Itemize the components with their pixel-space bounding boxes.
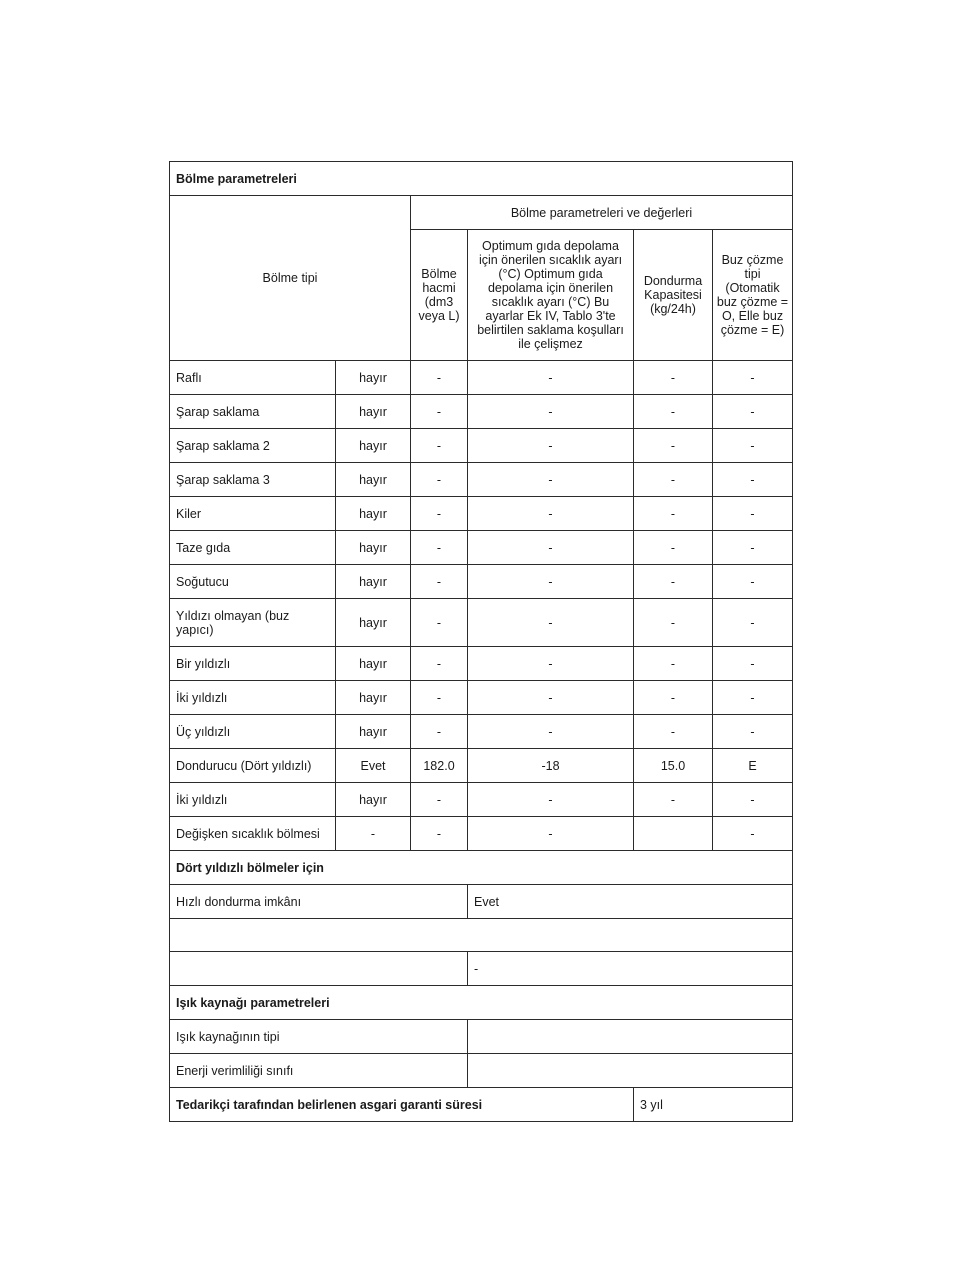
compartment-capacity bbox=[634, 817, 713, 851]
compartment-temperature: - bbox=[468, 715, 634, 749]
compartment-row bbox=[170, 463, 793, 497]
compartment-capacity: - bbox=[634, 361, 713, 395]
compartment-defrost: - bbox=[713, 463, 793, 497]
compartment-temperature: - bbox=[468, 463, 634, 497]
compartment-row bbox=[170, 531, 793, 565]
compartment-present: Evet bbox=[336, 749, 411, 783]
compartment-capacity: - bbox=[634, 783, 713, 817]
compartment-present: hayır bbox=[336, 429, 411, 463]
compartment-row bbox=[170, 497, 793, 531]
compartment-name: Üç yıldızlı bbox=[170, 715, 336, 749]
compartment-row bbox=[170, 565, 793, 599]
compartment-present: hayır bbox=[336, 463, 411, 497]
compartment-capacity: - bbox=[634, 715, 713, 749]
light-source-type-value bbox=[468, 1020, 793, 1054]
fast-freeze-label: Hızlı dondurma imkânı bbox=[170, 885, 468, 919]
compartment-temperature: - bbox=[468, 565, 634, 599]
compartment-temperature: - bbox=[468, 497, 634, 531]
compartment-present: hayır bbox=[336, 395, 411, 429]
compartment-row bbox=[170, 749, 793, 783]
warranty-label: Tedarikçi tarafından belirlenen asgari garanti süresi bbox=[170, 1088, 634, 1122]
compartment-name: İki yıldızlı bbox=[170, 681, 336, 715]
compartment-name: Dondurucu (Dört yıldızlı) bbox=[170, 749, 336, 783]
compartment-temperature: - bbox=[468, 817, 634, 851]
compartment-row bbox=[170, 395, 793, 429]
compartment-name: Değişken sıcaklık bölmesi bbox=[170, 817, 336, 851]
compartment-volume: - bbox=[411, 497, 468, 531]
compartment-volume: - bbox=[411, 429, 468, 463]
compartment-defrost: - bbox=[713, 647, 793, 681]
compartment-defrost: - bbox=[713, 531, 793, 565]
compartment-defrost: - bbox=[713, 361, 793, 395]
compartment-defrost: - bbox=[713, 565, 793, 599]
compartment-volume: - bbox=[411, 599, 468, 647]
compartment-temperature: - bbox=[468, 531, 634, 565]
compartment-capacity: - bbox=[634, 463, 713, 497]
compartment-capacity: - bbox=[634, 681, 713, 715]
compartment-present: hayır bbox=[336, 681, 411, 715]
compartment-present: hayır bbox=[336, 497, 411, 531]
compartment-present: hayır bbox=[336, 599, 411, 647]
compartment-volume: - bbox=[411, 463, 468, 497]
compartment-capacity: - bbox=[634, 429, 713, 463]
compartment-present: hayır bbox=[336, 647, 411, 681]
compartment-parameters-table bbox=[169, 161, 793, 1122]
section-title: Bölme parametreleri bbox=[170, 162, 793, 196]
empty-label-cell bbox=[170, 952, 468, 986]
compartment-temperature: - bbox=[468, 395, 634, 429]
compartment-defrost: E bbox=[713, 749, 793, 783]
compartment-present: hayır bbox=[336, 531, 411, 565]
compartment-temperature: -18 bbox=[468, 749, 634, 783]
compartment-name: Bir yıldızlı bbox=[170, 647, 336, 681]
compartment-volume: - bbox=[411, 783, 468, 817]
compartment-temperature: - bbox=[468, 361, 634, 395]
compartment-row bbox=[170, 681, 793, 715]
compartment-volume: - bbox=[411, 531, 468, 565]
compartment-defrost: - bbox=[713, 429, 793, 463]
header-defrost-type: Buz çözme tipi (Otomatik buz çözme = O, Elle buz çözme = E) bbox=[713, 230, 793, 361]
warranty-value: 3 yıl bbox=[634, 1088, 793, 1122]
compartment-defrost: - bbox=[713, 715, 793, 749]
compartment-volume: - bbox=[411, 647, 468, 681]
compartment-defrost: - bbox=[713, 395, 793, 429]
compartment-temperature: - bbox=[468, 647, 634, 681]
compartment-capacity: - bbox=[634, 647, 713, 681]
compartment-capacity: - bbox=[634, 395, 713, 429]
compartment-volume: - bbox=[411, 715, 468, 749]
compartment-name: Yıldızı olmayan (buz yapıcı) bbox=[170, 599, 336, 647]
compartment-temperature: - bbox=[468, 681, 634, 715]
compartment-present: hayır bbox=[336, 715, 411, 749]
compartment-capacity: 15.0 bbox=[634, 749, 713, 783]
empty-row-value: - bbox=[468, 952, 793, 986]
compartment-name: Şarap saklama 2 bbox=[170, 429, 336, 463]
section-title-light-source: Işık kaynağı parametreleri bbox=[170, 986, 793, 1020]
compartment-defrost: - bbox=[713, 497, 793, 531]
compartment-defrost: - bbox=[713, 817, 793, 851]
compartment-capacity: - bbox=[634, 565, 713, 599]
header-parameter-group: Bölme parametreleri ve değerleri bbox=[411, 196, 793, 230]
compartment-temperature: - bbox=[468, 599, 634, 647]
compartment-volume: - bbox=[411, 817, 468, 851]
compartment-present: hayır bbox=[336, 565, 411, 599]
energy-class-label: Enerji verimliliği sınıfı bbox=[170, 1054, 468, 1088]
compartment-volume: - bbox=[411, 565, 468, 599]
compartment-name: Şarap saklama bbox=[170, 395, 336, 429]
compartment-row bbox=[170, 783, 793, 817]
empty-row bbox=[170, 919, 793, 952]
section-title-four-star: Dört yıldızlı bölmeler için bbox=[170, 851, 793, 885]
header-freezing-capacity: Dondurma Kapasitesi (kg/24h) bbox=[634, 230, 713, 361]
compartment-present: hayır bbox=[336, 361, 411, 395]
compartment-row bbox=[170, 429, 793, 463]
compartment-volume: - bbox=[411, 361, 468, 395]
compartment-present: - bbox=[336, 817, 411, 851]
compartment-capacity: - bbox=[634, 497, 713, 531]
compartment-row bbox=[170, 599, 793, 647]
compartment-name: Taze gıda bbox=[170, 531, 336, 565]
compartment-volume: - bbox=[411, 395, 468, 429]
compartment-volume: - bbox=[411, 681, 468, 715]
compartment-temperature: - bbox=[468, 429, 634, 463]
compartment-defrost: - bbox=[713, 599, 793, 647]
compartment-temperature: - bbox=[468, 783, 634, 817]
light-source-type-label: Işık kaynağının tipi bbox=[170, 1020, 468, 1054]
compartment-name: Kiler bbox=[170, 497, 336, 531]
compartment-defrost: - bbox=[713, 783, 793, 817]
compartment-row bbox=[170, 361, 793, 395]
compartment-name: İki yıldızlı bbox=[170, 783, 336, 817]
compartment-name: Şarap saklama 3 bbox=[170, 463, 336, 497]
compartment-capacity: - bbox=[634, 599, 713, 647]
compartment-row bbox=[170, 817, 793, 851]
compartment-name: Soğutucu bbox=[170, 565, 336, 599]
compartment-volume: 182.0 bbox=[411, 749, 468, 783]
compartment-row bbox=[170, 715, 793, 749]
header-volume: Bölme hacmi (dm3 veya L) bbox=[411, 230, 468, 361]
compartment-defrost: - bbox=[713, 681, 793, 715]
compartment-name: Raflı bbox=[170, 361, 336, 395]
fast-freeze-value: Evet bbox=[468, 885, 793, 919]
energy-class-value bbox=[468, 1054, 793, 1088]
header-compartment-type: Bölme tipi bbox=[170, 196, 411, 361]
compartment-present: hayır bbox=[336, 783, 411, 817]
compartment-row bbox=[170, 647, 793, 681]
compartment-capacity: - bbox=[634, 531, 713, 565]
header-temperature: Optimum gıda depolama için önerilen sıcaklık ayarı (°C) Optimum gıda depolama için önerilen sıcaklık ayarı (°C) Bu ayarlar Ek IV, Tablo 3'te belirtilen saklama koşulları ile çelişmez bbox=[468, 230, 634, 361]
